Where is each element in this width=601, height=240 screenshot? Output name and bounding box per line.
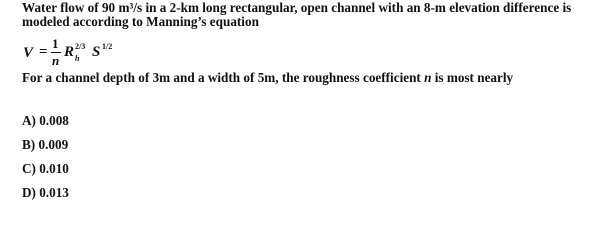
equation-S: S [92, 44, 101, 60]
equation-S-exponent: 1/2 [102, 42, 113, 51]
equation-lhs: V [23, 45, 34, 61]
question-prompt [22, 71, 592, 85]
option-d[interactable]: D) 0.013 [22, 185, 69, 200]
equation-R: R [64, 44, 75, 60]
manning-equation [23, 36, 183, 70]
prompt-prefix: For a channel depth of 3m and a width of 5m, the roughness coefficient [22, 70, 425, 85]
option-c[interactable]: C) 0.010 [22, 161, 69, 176]
question-line-2: modeled according to Manning’s equation [22, 14, 259, 29]
question-text [22, 1, 592, 29]
equation-R-exponent: 2/3 [75, 42, 86, 51]
equation-equals: = [39, 44, 48, 60]
prompt-variable: n [424, 70, 432, 85]
fraction-numerator: 1 [52, 36, 59, 51]
option-b[interactable]: B) 0.009 [22, 137, 69, 152]
fraction-denominator: n [52, 53, 60, 68]
equation-R-subscript: h [75, 54, 80, 63]
prompt-suffix: is most nearly [431, 70, 514, 85]
option-a[interactable]: A) 0.008 [22, 113, 69, 128]
question-line-1: Water flow of 90 m³/s in a 2-km long rectangular, open channel with an 8-m elevation difference is [22, 0, 572, 15]
